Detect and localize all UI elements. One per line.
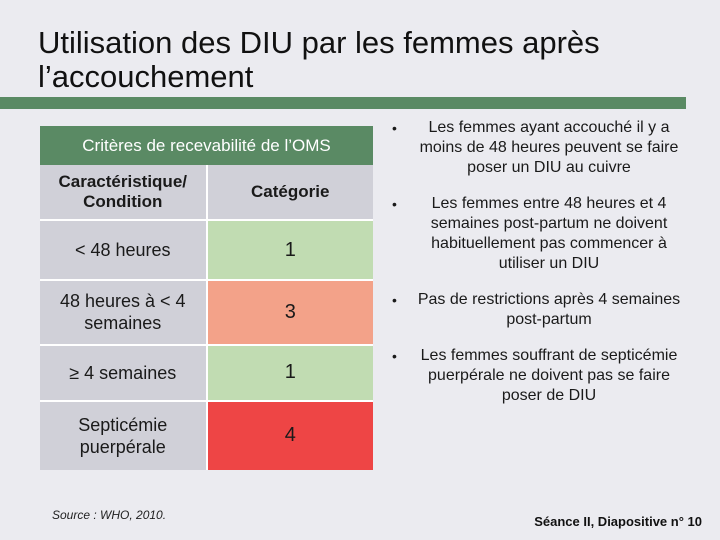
condition-cell: ≥ 4 semaines <box>40 345 207 401</box>
bullet-marker: • <box>392 292 397 308</box>
list-item <box>388 346 684 406</box>
table-row <box>40 220 373 280</box>
slide-number: Séance II, Diapositive n° 10 <box>534 514 702 529</box>
title-divider <box>0 97 686 109</box>
table-row <box>40 401 373 470</box>
list-item <box>388 194 684 274</box>
bullet-marker: • <box>392 196 397 212</box>
oms-criteria-table <box>40 126 373 470</box>
bullet-list <box>388 118 684 422</box>
table-column-headers <box>40 165 373 220</box>
category-cell: 4 <box>207 401 374 470</box>
source-citation: Source : WHO, 2010. <box>52 508 167 522</box>
list-item <box>388 118 684 178</box>
column-header-category: Catégorie <box>207 165 374 220</box>
bullet-text: Les femmes entre 48 heures et 4 semaines post-partum ne doivent habituellement pas commencer à utiliser un DIU <box>430 195 668 272</box>
column-header-condition: Caractéristique/ Condition <box>40 165 207 220</box>
bullet-text: Les femmes ayant accouché il y a moins de 48 heures peuvent se faire poser un DIU au cuivre <box>419 119 679 176</box>
category-cell: 3 <box>207 280 374 344</box>
slide-title: Utilisation des DIU par les femmes après l’accouchement <box>38 25 600 94</box>
bullet-marker: • <box>392 348 397 364</box>
bullet-text: Pas de restrictions après 4 semaines post-partum <box>417 291 681 328</box>
category-cell: 1 <box>207 220 374 280</box>
bullet-text: Les femmes souffrant de septicémie puerpérale ne doivent pas se faire poser de DIU <box>420 347 678 404</box>
condition-cell: 48 heures à < 4 semaines <box>40 280 207 344</box>
bullet-marker: • <box>392 120 397 136</box>
list-item <box>388 290 684 330</box>
table-header-row <box>40 126 373 165</box>
table-header: Critères de recevabilité de l’OMS <box>40 126 373 165</box>
category-cell: 1 <box>207 345 374 401</box>
table-row <box>40 345 373 401</box>
condition-cell: Septicémie puerpérale <box>40 401 207 470</box>
condition-cell: < 48 heures <box>40 220 207 280</box>
table-row <box>40 280 373 344</box>
